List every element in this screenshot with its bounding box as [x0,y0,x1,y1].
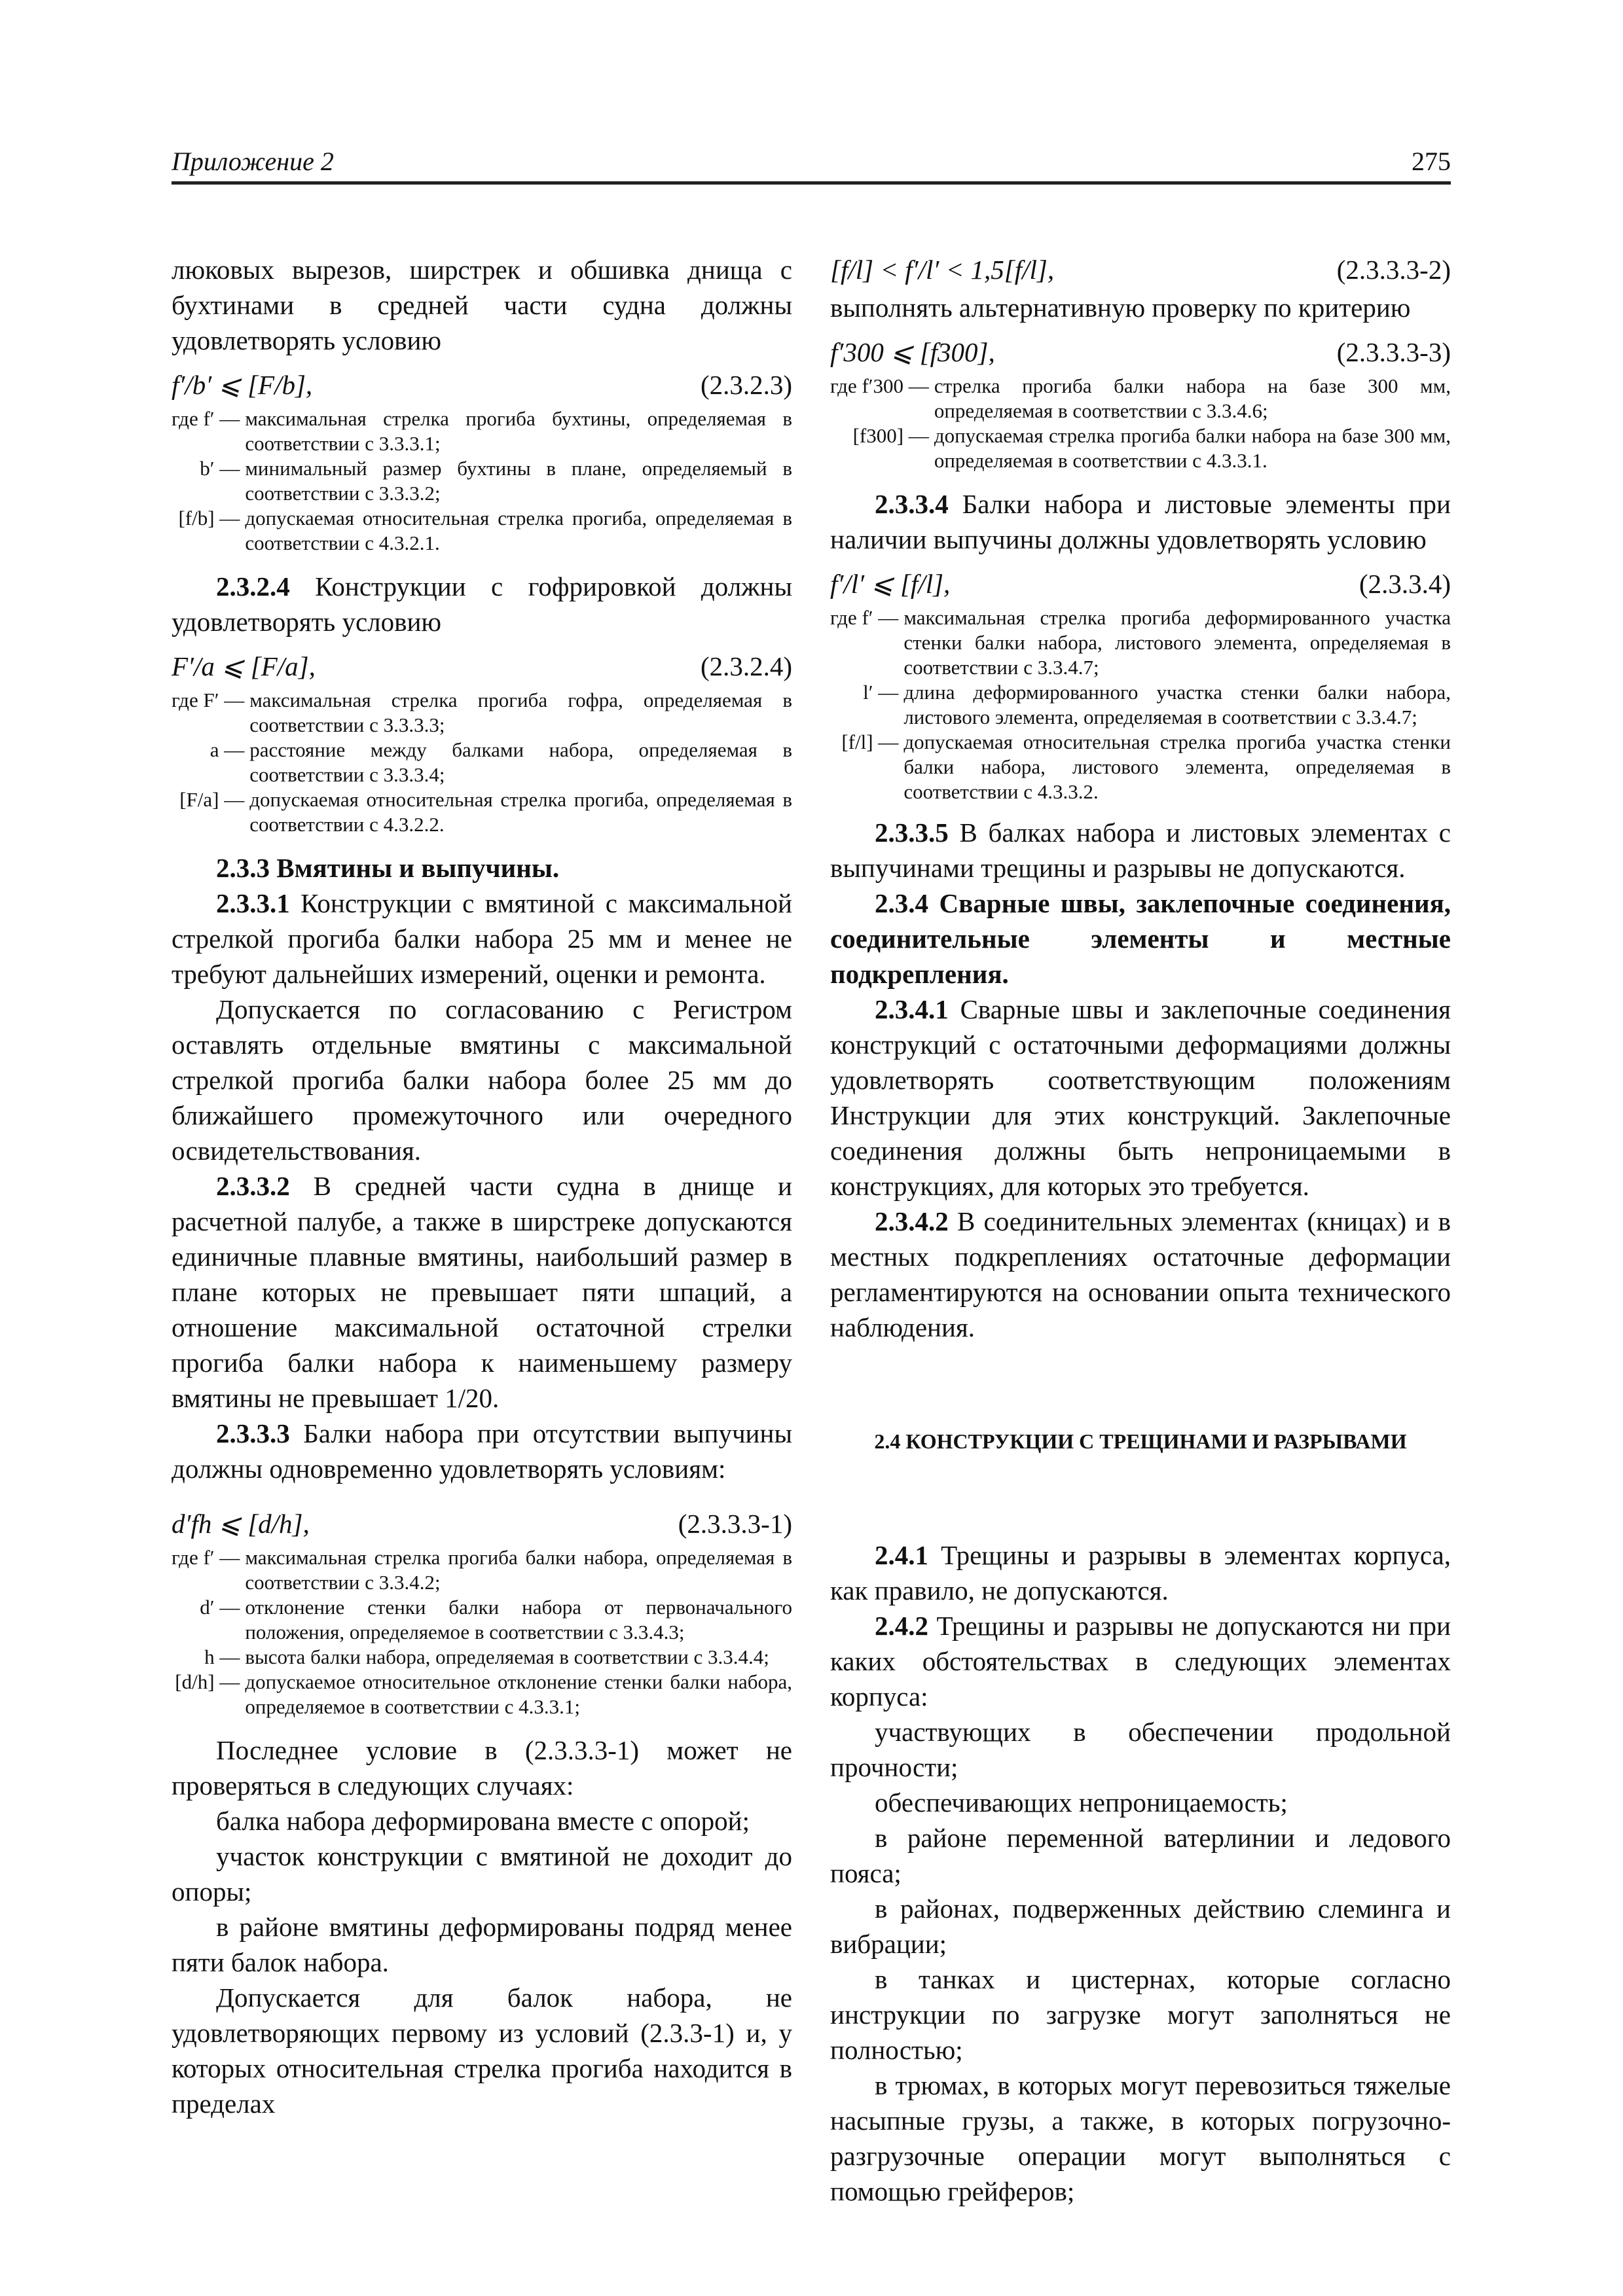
legend-symbol: [f/b] — [178,507,240,529]
list-item: участвующих в обеспечении продольной прочности; [830,1717,1451,1782]
list-item: в танках и цистернах, которые согласно инструкции по загрузке могут заполняться не полностью; [830,1964,1451,2065]
page-number: 275 [1412,147,1451,176]
legend-description: допускаемое относительное отклонение стенки балки набора, определяемое в соответствии с 4.3.3.1; [245,1670,792,1718]
clause-number: 2.3.3.5 [875,817,949,848]
legend-description: допускаемая стрелка прогиба балки набора на базе 300 мм, определяемая в соответствии с 4.3.3.1. [934,424,1451,472]
legend-description: допускаемая относительная стрелка прогиба, определяемая в соответствии с 4.3.2.2. [249,788,792,836]
running-header [172,146,1451,185]
formula-number: (2.3.3.4) [1359,569,1451,599]
legend-symbol: a — [210,738,245,761]
formula-expression: f′300 ⩽ [f300], [830,337,995,367]
clause-number: 2.3.3.1 [216,888,290,918]
formula-number: (2.3.3.3-2) [1336,255,1451,285]
section-heading-2-3-4: 2.3.4 Сварные швы, заклепочные соединения, соединительные элементы и местные подкрепления. [830,888,1451,989]
paragraph-2-3-3-3 [172,1416,792,1486]
legend-description: расстояние между балками набора, определяемая в соответствии с 3.3.3.4; [249,738,792,786]
legend-description: высота балки набора, определяемая в соответствии с 3.3.4.4; [245,1645,769,1668]
paragraph: балка набора деформирована вместе с опорой; [216,1806,750,1836]
clause-text: Трещины и разрывы не допускаются ни при каких обстоятельствах в следующих элементах корпуса: [830,1611,1451,1712]
formula-legend [830,374,1451,473]
clause-number: 2.3.3.2 [216,1171,290,1201]
formula-legend [172,688,792,837]
clause-text: Балки набора при отсутствии выпучины должны одновременно удовлетворять условиям: [172,1418,792,1484]
legend-symbol: d′ — [200,1596,240,1619]
legend-symbol: [f300] — [852,424,929,447]
paragraph-2-3-2-4 [172,569,792,639]
legend-symbol: [d/h] — [175,1670,240,1693]
clause-text: Сварные швы и заклепочные соединения конструкций с остаточными деформациями должны удовлетворять соответствующим положениям Инструкции для этих конструкций. Заклепочные соединения должны быть непроницаемыми в конструкциях, для которых это требуется. [830,994,1451,1201]
paragraph-2-4-1 [830,1537,1451,1608]
paragraph: люковых вырезов, ширстрек и обшивка днища с бухтинами в средней части судна должны удовлетворять условию [172,255,792,355]
paragraph-2-3-4-1 [830,992,1451,1204]
formula-2-3-3-3-2 [830,252,1451,287]
legend-description: допускаемая относительная стрелка прогиба, определяемая в соответствии с 4.3.2.1. [245,507,792,554]
clause-text: В балках набора и листовых элементах с выпучинами трещины и разрывы не допускаются. [830,817,1451,883]
formula-expression: F′/a ⩽ [F/a], [172,651,316,681]
clause-number: 2.3.3.4 [875,489,949,519]
legend-description: минимальный размер бухтины в плане, определяемый в соответствии с 3.3.3.2; [245,457,792,505]
clause-text: Конструкции с вмятиной с максимальной стрелкой прогиба балки набора 25 мм и менее не требуют дальнейших измерений, оценки и ремонта. [172,888,792,989]
formula-2-3-3-3-1 [172,1506,792,1541]
clause-text: Конструкции с гофрировкой должны удовлетворять условию [172,571,792,637]
formula-legend [830,605,1451,804]
legend-symbol: где F′ — [172,689,245,711]
clause-text: Трещины и разрывы в элементах корпуса, как правило, не допускаются. [830,1540,1451,1605]
formula-number: (2.3.3.3-1) [678,1509,792,1539]
clause-number: 2.3.4.2 [875,1206,949,1236]
formula-legend [172,1545,792,1719]
header-title: Приложение 2 [172,147,334,176]
list-item: обеспечивающих непроницаемость; [875,1787,1288,1818]
paragraph: выполнять альтернативную проверку по критерию [830,293,1411,323]
legend-description: допускаемая относительная стрелка прогиба участка стенки балки набора, листового элемента, определяемая в соответствии с 4.3.3.2. [903,730,1451,803]
right-column [830,252,1451,2209]
paragraph-2-3-3-1 [172,886,792,992]
formula-2-3-3-4 [830,566,1451,601]
paragraph-2-3-4-2 [830,1204,1451,1345]
formula-2-3-3-3-3 [830,334,1451,370]
paragraph-2-3-3-2 [172,1168,792,1416]
paragraph-2-4-2 [830,1608,1451,1714]
legend-symbol: [F/a] — [179,788,245,811]
formula-expression: d′fh ⩽ [d/h], [172,1509,310,1539]
legend-symbol: h — [204,1645,240,1668]
paragraph: Допускается по согласованию с Регистром оставлять отдельные вмятины с максимальной стрелкой прогиба балки набора более 25 мм до ближайшего промежуточного или очередного освидетельствования. [172,994,792,1166]
left-column [172,252,792,2121]
formula-legend [172,406,792,556]
legend-symbol: где f′ — [172,1546,240,1569]
clause-number: 2.3.2.4 [216,571,290,601]
list-item: в трюмах, в которых могут перевозиться тяжелые насыпные грузы, а также, в которых погрузочно-разгрузочные операции могут выполняться с помощью грейферов; [830,2070,1451,2206]
paragraph: Последнее условие в (2.3.3.3-1) может не проверяться в следующих случаях: [172,1735,792,1801]
legend-symbol: где f′ — [172,407,240,430]
paragraph: Допускается для балок набора, не удовлетворяющих первому из условий (2.3.3-1) и, у которых относительная стрелка прогиба находится в пределах [172,1982,792,2119]
paragraph: участок конструкции с вмятиной не доходит до опоры; [172,1841,792,1907]
legend-symbol: l′ — [863,681,899,704]
paragraph: в районе вмятины деформированы подряд менее пяти балок набора. [172,1912,792,1977]
clause-text: Балки набора и листовые элементы при наличии выпучины должны удовлетворять условию [830,489,1451,554]
formula-number: (2.3.2.3) [700,370,792,400]
formula-2-3-2-4 [172,649,792,684]
clause-text: В средней части судна в днище и расчетной палубе, а также в ширстреке допускаются единичные плавные вмятины, наибольший размер в плане которых не превышает пяти шпаций, а отношение максимальной остаточной стрелки прогиба балки набора к наименьшему размеру вмятины не превышает 1/20. [172,1171,792,1413]
legend-description: максимальная стрелка прогиба бухтины, определяемая в соответствии с 3.3.3.1; [245,407,792,455]
list-item: в районах, подверженных действию слеминга и вибрации; [830,1893,1451,1959]
clause-number: 2.4.1 [875,1540,928,1570]
legend-description: максимальная стрелка прогиба деформированного участка стенки балки набора, листового элемента, определяемая в соответствии с 3.3.4.7; [903,606,1451,679]
formula-expression: [f/l] < f′/l′ < 1,5[f/l], [830,255,1055,285]
formula-number: (2.3.2.4) [700,651,792,681]
formula-expression: f′/l′ ⩽ [f/l], [830,569,951,599]
formula-number: (2.3.3.3-3) [1336,337,1451,367]
clause-number: 2.4.2 [875,1611,928,1641]
legend-description: стрелка прогиба балки набора на базе 300 мм, определяемая в соответствии с 3.3.4.6; [934,374,1451,422]
legend-description: максимальная стрелка прогиба балки набора, определяемая в соответствии с 3.3.4.2; [245,1546,792,1594]
legend-description: отклонение стенки балки набора от первоначального положения, определяемое в соответствии с 3.3.4.3; [245,1596,792,1643]
legend-description: длина деформированного участка стенки балки набора, листового элемента, определяемая в соответствии с 3.3.4.7; [903,681,1451,728]
formula-2-3-2-3 [172,367,792,403]
legend-symbol: b′ — [200,457,240,480]
section-heading-2-3-3: 2.3.3 Вмятины и выпучины. [216,853,560,883]
formula-expression: f′/b′ ⩽ [F/b], [172,370,313,400]
legend-symbol: где f′ — [830,606,899,629]
legend-symbol: [f/l] — [841,730,899,753]
list-item: в районе переменной ватерлинии и ледового пояса; [830,1823,1451,1888]
legend-description: максимальная стрелка прогиба гофра, определяемая в соответствии с 3.3.3.3; [249,689,792,736]
clause-number: 2.3.4.1 [875,994,949,1024]
clause-text: В соединительных элементах (кницах) и в местных подкреплениях остаточные деформации регламентируются на основании опыта технического наблюдения. [830,1206,1451,1342]
legend-symbol: где f′300 — [830,374,929,397]
paragraph-2-3-3-5 [830,815,1451,886]
section-title-2-4: 2.4 КОНСТРУКЦИИ С ТРЕЩИНАМИ И РАЗРЫВАМИ [874,1429,1407,1453]
clause-number: 2.3.3.3 [216,1418,290,1448]
paragraph-2-3-3-4 [830,486,1451,557]
